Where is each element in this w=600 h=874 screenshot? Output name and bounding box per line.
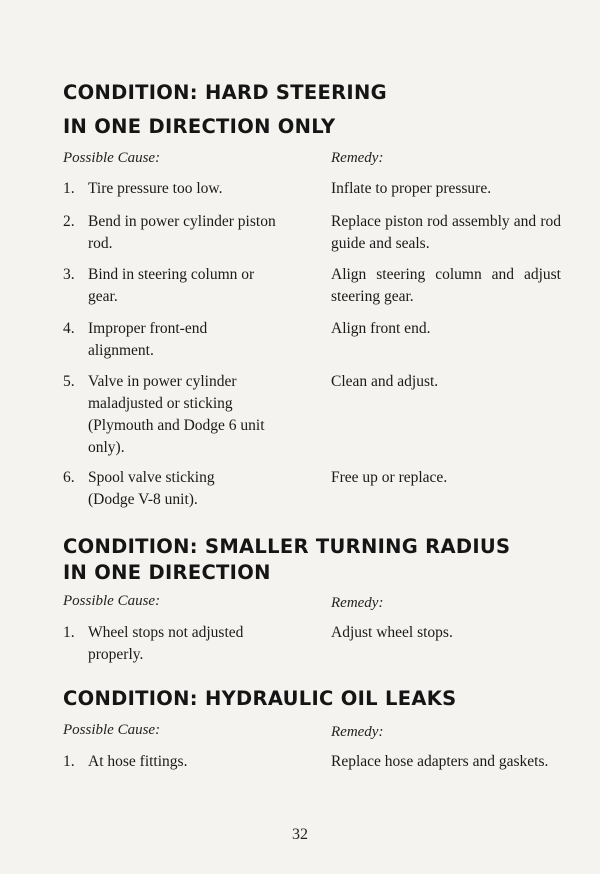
remedy-text: Replace piston rod assembly and rod guide and seals. xyxy=(331,213,561,252)
cause-text: Tire pressure too low. xyxy=(88,180,223,197)
item-number: 2. xyxy=(63,213,75,230)
cause-text: Bend in power cylinder piston rod. xyxy=(88,213,276,252)
item-number: 5. xyxy=(63,373,75,390)
possible-cause-label: Possible Cause: xyxy=(63,722,161,738)
section-heading-oil-leaks xyxy=(63,686,456,712)
remedy-text: Align front end. xyxy=(331,320,431,337)
cause-text: Wheel stops not adjusted properly. xyxy=(88,624,244,663)
remedy-text: Align steering column and adjust steering gear. xyxy=(331,266,561,305)
cause-text: Valve in power cylinder maladjusted or sticking (Plymouth and Dodge 6 unit only). xyxy=(88,373,265,456)
cause-text: Improper front-end alignment. xyxy=(88,320,208,359)
item-number: 1. xyxy=(63,624,75,641)
remedy-label: Remedy: xyxy=(331,595,384,611)
remedy-label: Remedy: xyxy=(331,724,384,740)
item-number: 4. xyxy=(63,320,75,337)
heading-line: IN ONE DIRECTION ONLY xyxy=(63,115,336,138)
remedy-text: Clean and adjust. xyxy=(331,373,439,390)
page-number: 32 xyxy=(292,826,308,843)
section-heading-hard-steering xyxy=(63,80,387,140)
item-number: 6. xyxy=(63,469,75,486)
remedy-text: Free up or replace. xyxy=(331,469,448,486)
remedy-text: Replace hose adapters and gaskets. xyxy=(331,753,549,770)
item-number: 1. xyxy=(63,753,75,770)
cause-text: Spool valve sticking (Dodge V-8 unit). xyxy=(88,469,215,508)
remedy-label: Remedy: xyxy=(331,150,384,166)
item-number: 3. xyxy=(63,266,75,283)
heading-line: CONDITION: HARD STEERING xyxy=(63,81,387,104)
possible-cause-label: Possible Cause: xyxy=(63,593,161,609)
remedy-text: Adjust wheel stops. xyxy=(331,624,453,641)
heading-line: CONDITION: HYDRAULIC OIL LEAKS xyxy=(63,687,457,710)
item-number: 1. xyxy=(63,180,75,197)
heading-line: IN ONE DIRECTION xyxy=(63,561,271,584)
cause-text: Bind in steering column or gear. xyxy=(88,266,255,305)
section-heading-turning-radius xyxy=(63,534,510,586)
remedy-text: Inflate to proper pressure. xyxy=(331,180,492,197)
cause-text: At hose fittings. xyxy=(88,753,188,770)
heading-line: CONDITION: SMALLER TURNING RADIUS xyxy=(63,535,511,558)
possible-cause-label: Possible Cause: xyxy=(63,150,161,166)
